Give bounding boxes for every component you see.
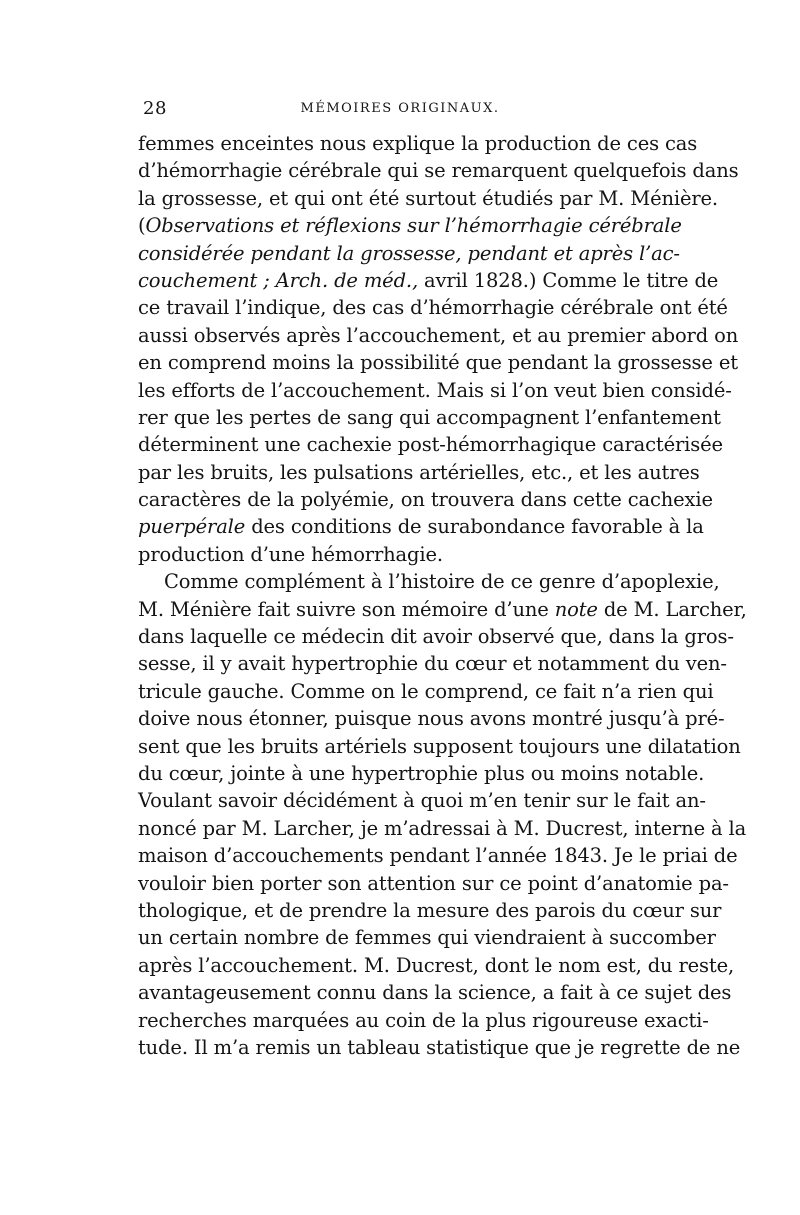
text-run: aussi observés après l’accouchement, et au premier abord on (138, 323, 739, 347)
text-run: vouloir bien porter son attention sur ce point d’anatomie pa- (138, 871, 729, 895)
text-line (138, 760, 705, 787)
text-run: par les bruits, les pulsations artérielles, etc., et les autres (138, 460, 700, 484)
italic-text: Observations et réflexions sur l’hémorrhagie cérébrale (145, 214, 682, 238)
text-line (138, 377, 732, 404)
text-run: thologique, et de prendre la mesure des parois du cœur sur (138, 898, 722, 922)
paragraph-1 (138, 130, 739, 568)
text-run: avantageusement connu dans la science, a fait à ce sujet des (138, 981, 732, 1005)
text-line (138, 267, 719, 294)
text-line (138, 924, 716, 951)
italic-text: couchement ; Arch. de méd., (138, 268, 418, 292)
text-run: doive nous étonner, puisque nous avons montré jusqu’à pré- (138, 707, 725, 731)
text-line (138, 1007, 709, 1034)
text-line (138, 897, 722, 924)
paragraph-2 (138, 568, 747, 1061)
text-run: rer que les pertes de sang qui accompagnent l’enfantement (138, 405, 721, 429)
text-line (138, 1034, 741, 1061)
text-line (138, 623, 734, 650)
italic-text: puerpérale (138, 515, 246, 539)
text-run: ( (138, 214, 146, 238)
text-run: Voulant savoir décidément à quoi m’en tenir sur le fait an- (138, 789, 706, 813)
body-text (138, 130, 747, 1061)
text-line (138, 678, 714, 705)
text-run: les efforts de l’accouchement. Mais si l’on veut bien considé- (138, 378, 732, 402)
text-line (138, 486, 713, 513)
text-run: sent que les bruits artériels supposent toujours une dilatation (138, 734, 741, 758)
text-run: du cœur, jointe à une hypertrophie plus ou moins notable. (138, 761, 705, 785)
text-line (138, 733, 741, 760)
text-run: avril 1828.) Comme le titre de (418, 268, 719, 292)
text-run: la grossesse, et qui ont été surtout étudiés par M. Ménière. (138, 186, 718, 210)
running-head: MÉMOIRES ORIGINAUX. (300, 101, 500, 116)
text-run: Comme complément à l’histoire de ce genre d’apoplexie, (164, 570, 720, 594)
text-line (138, 212, 682, 239)
text-run: d’hémorrhagie cérébrale qui se remarquent quelquefois dans (138, 159, 739, 183)
text-run: tude. Il m’a remis un tableau statistique que je regrette de ne (138, 1035, 741, 1059)
text-line (138, 952, 735, 979)
page-header (140, 98, 660, 124)
text-line (138, 541, 660, 568)
text-run: M. Ménière fait suivre son mémoire d’une (138, 597, 555, 621)
text-line (138, 130, 698, 157)
text-line (138, 596, 747, 623)
text-line (138, 349, 738, 376)
text-run: caractères de la polyémie, on trouvera dans cette cachexie (138, 488, 713, 512)
text-line (138, 787, 706, 814)
text-line (138, 157, 739, 184)
text-run: de M. Larcher, (597, 597, 747, 621)
italic-text: considérée pendant la grossesse, pendant et après l’ac- (138, 241, 680, 265)
page-number: 28 (143, 98, 167, 119)
text-run: recherches marquées au coin de la plus rigoureuse exacti- (138, 1008, 709, 1032)
italic-text: note (554, 597, 598, 621)
text-run: des conditions de surabondance favorable à la (245, 515, 704, 539)
text-run: production d’une hémorrhagie. (138, 542, 443, 566)
text-line (138, 568, 720, 595)
text-run: dans laquelle ce médecin dit avoir observé que, dans la gros- (138, 625, 734, 649)
text-line (138, 240, 680, 267)
text-run: un certain nombre de femmes qui viendraient à succomber (138, 926, 716, 950)
text-line (138, 294, 728, 321)
text-line (138, 979, 732, 1006)
text-line (138, 870, 729, 897)
text-line (138, 404, 721, 431)
text-line (138, 842, 738, 869)
text-run: sesse, il y avait hypertrophie du cœur et notamment du ven- (138, 652, 727, 676)
text-run: maison d’accouchements pendant l’année 1843. Je le priai de (138, 844, 738, 868)
text-line (138, 650, 727, 677)
text-run: déterminent une cachexie post-hémorrhagique caractérisée (138, 433, 723, 457)
text-run: tricule gauche. Comme on le comprend, ce fait n’a rien qui (138, 679, 714, 703)
text-line (138, 185, 718, 212)
text-line (138, 513, 704, 540)
text-line (138, 459, 700, 486)
text-line (138, 705, 725, 732)
text-run: ce travail l’indique, des cas d’hémorrhagie cérébrale ont été (138, 296, 728, 320)
text-run: noncé par M. Larcher, je m’adressai à M. Ducrest, interne à la (138, 816, 747, 840)
text-run: femmes enceintes nous explique la production de ces cas (138, 132, 698, 155)
text-line (138, 431, 723, 458)
text-run: en comprend moins la possibilité que pendant la grossesse et (138, 351, 738, 375)
text-line (138, 815, 747, 842)
text-run: après l’accouchement. M. Ducrest, dont le nom est, du reste, (138, 953, 735, 977)
text-line (138, 322, 739, 349)
